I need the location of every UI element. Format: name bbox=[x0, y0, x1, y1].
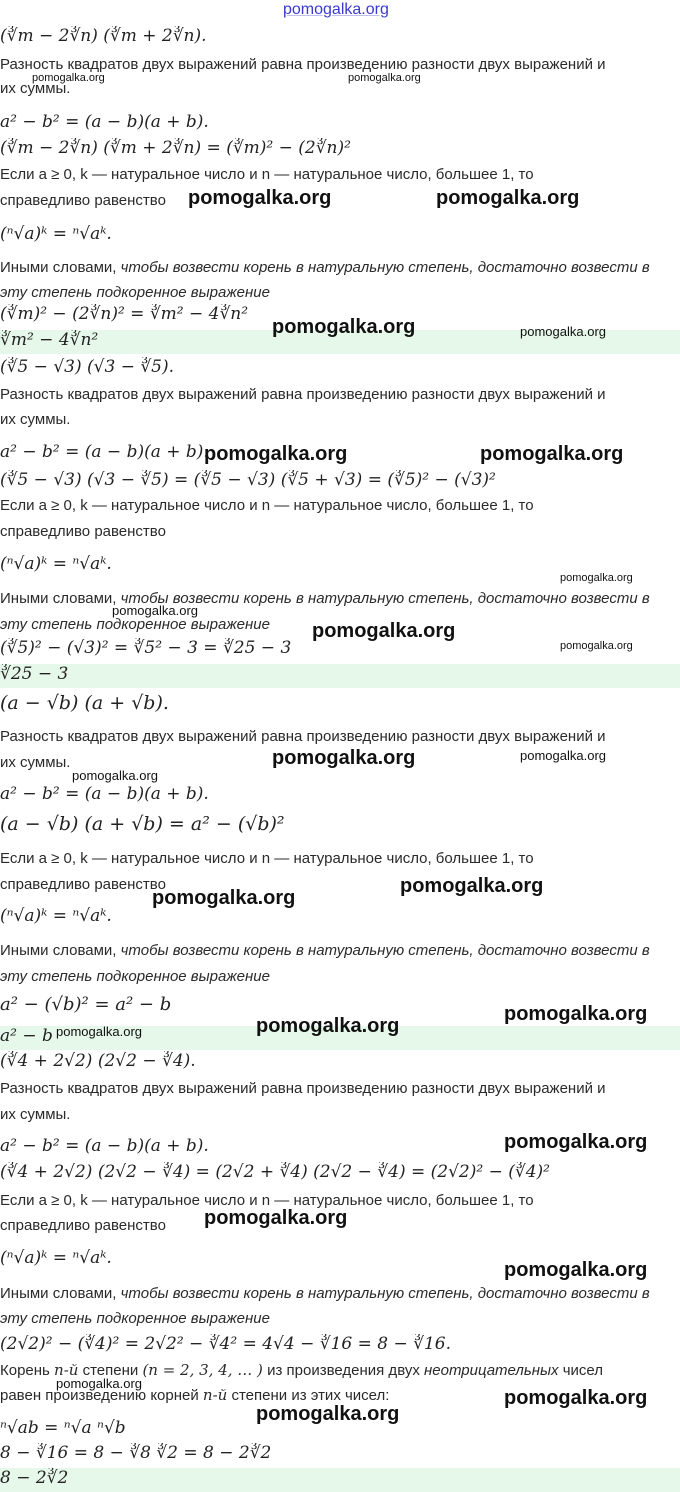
rule-text-4b: их суммы. bbox=[0, 1106, 71, 1123]
calculation-2: (∛5)² − (√3)² = ∛5² − 3 = ∛25 − 3 bbox=[0, 638, 292, 658]
explanation-4b: эту степень подкоренное выражение bbox=[0, 1310, 270, 1327]
expression-2: (∛5 − √3) (√3 − ∛5). bbox=[0, 357, 175, 377]
watermark: pomogalka.org bbox=[56, 1376, 142, 1391]
answer-1: ∛m² − 4∛n² bbox=[0, 330, 680, 354]
explanation-1b: эту степень подкоренное выражение bbox=[0, 284, 270, 301]
product-rule-text-b: равен произведению корней n-й степени из этих чисел: bbox=[0, 1386, 390, 1404]
difference-of-squares-formula-1: a² − b² = (a − b)(a + b). bbox=[0, 112, 209, 132]
watermark: pomogalka.org bbox=[436, 187, 580, 209]
watermark: pomogalka.org bbox=[188, 187, 332, 209]
site-watermark-link[interactable]: pomogalka.org bbox=[283, 1, 389, 18]
calculation-4: (2√2)² − (∛4)² = 2√2² − ∛4² = 4√4 − ∛16 = 8 − ∛16. bbox=[0, 1334, 451, 1354]
watermark: pomogalka.org bbox=[504, 1003, 648, 1025]
difference-of-squares-formula-2: a² − b² = (a − b)(a + b). bbox=[0, 442, 209, 462]
explanation-3b: эту степень подкоренное выражение bbox=[0, 968, 270, 985]
watermark: pomogalka.org bbox=[348, 72, 421, 84]
condition-text-2a: Если a ≥ 0, k — натуральное число и n — натуральное число, большее 1, то bbox=[0, 497, 534, 514]
expression-1: (∛m − 2∛n) (∛m + 2∛n). bbox=[0, 26, 207, 46]
product-rule-text-a: Корень n-й степени (n = 2, 3, 4, … ) из произведения двух неотрицательных чисел bbox=[0, 1361, 603, 1379]
explanation-2a: Иными словами, чтобы возвести корень в натуральную степень, достаточно возвести в bbox=[0, 590, 650, 607]
transformation-step-2: (∛5 − √3) (√3 − ∛5) = (∛5 − √3) (∛5 + √3) = (∛5)² − (√3)² bbox=[0, 470, 496, 490]
rule-text-3a: Разность квадратов двух выражений равна произведению разности двух выражений и bbox=[0, 728, 606, 745]
rule-text-2b: их суммы. bbox=[0, 411, 71, 428]
rule-text-1b: их суммы. bbox=[0, 80, 71, 97]
watermark: pomogalka.org bbox=[72, 768, 158, 783]
product-rule-formula: ⁿ√ab = ⁿ√a ⁿ√b bbox=[0, 1418, 126, 1438]
condition-text-4b: справедливо равенство bbox=[0, 1217, 166, 1234]
watermark: pomogalka.org bbox=[152, 887, 296, 909]
difference-of-squares-formula-3: a² − b² = (a − b)(a + b). bbox=[0, 784, 209, 804]
answer-4: 8 − 2∛2 bbox=[0, 1468, 680, 1492]
power-rule-3: (ⁿ√a)ᵏ = ⁿ√aᵏ. bbox=[0, 906, 112, 926]
watermark: pomogalka.org bbox=[272, 316, 416, 338]
answer-3: a² − b bbox=[0, 1026, 680, 1050]
power-rule-1: (ⁿ√a)ᵏ = ⁿ√aᵏ. bbox=[0, 224, 112, 244]
rule-text-1a: Разность квадратов двух выражений равна произведению разности двух выражений и bbox=[0, 56, 606, 73]
watermark: pomogalka.org bbox=[400, 875, 544, 897]
power-rule-4: (ⁿ√a)ᵏ = ⁿ√aᵏ. bbox=[0, 1248, 112, 1268]
transformation-step-1: (∛m − 2∛n) (∛m + 2∛n) = (∛m)² − (2∛n)² bbox=[0, 138, 351, 158]
rule-text-4a: Разность квадратов двух выражений равна произведению разности двух выражений и bbox=[0, 1080, 606, 1097]
condition-text-3b: справедливо равенство bbox=[0, 876, 166, 893]
watermark: pomogalka.org bbox=[204, 1207, 348, 1229]
watermark: pomogalka.org bbox=[480, 443, 624, 465]
watermark: pomogalka.org bbox=[520, 748, 606, 763]
explanation-2b: эту степень подкоренное выражение bbox=[0, 616, 270, 633]
condition-text-4a: Если a ≥ 0, k — натуральное число и n — натуральное число, большее 1, то bbox=[0, 1192, 534, 1209]
condition-text-2b: справедливо равенство bbox=[0, 523, 166, 540]
watermark: pomogalka.org bbox=[504, 1259, 648, 1281]
difference-of-squares-formula-4: a² − b² = (a − b)(a + b). bbox=[0, 1136, 209, 1156]
condition-text-1b: справедливо равенство bbox=[0, 192, 166, 209]
watermark: pomogalka.org bbox=[112, 603, 198, 618]
explanation-4a: Иными словами, чтобы возвести корень в натуральную степень, достаточно возвести в bbox=[0, 1285, 650, 1302]
rule-text-2a: Разность квадратов двух выражений равна произведению разности двух выражений и bbox=[0, 386, 606, 403]
transformation-step-3: (a − √b) (a + √b) = a² − (√b)² bbox=[0, 813, 285, 835]
watermark: pomogalka.org bbox=[32, 72, 105, 84]
explanation-3a: Иными словами, чтобы возвести корень в натуральную степень, достаточно возвести в bbox=[0, 942, 650, 959]
expression-3: (a − √b) (a + √b). bbox=[0, 692, 169, 714]
transformation-step-4: (∛4 + 2√2) (2√2 − ∛4) = (2√2 + ∛4) (2√2 − ∛4) = (2√2)² − (∛4)² bbox=[0, 1162, 550, 1182]
answer-2: ∛25 − 3 bbox=[0, 664, 680, 688]
watermark: pomogalka.org bbox=[560, 572, 633, 584]
watermark: pomogalka.org bbox=[256, 1015, 400, 1037]
watermark: pomogalka.org bbox=[560, 640, 633, 652]
watermark: pomogalka.org bbox=[520, 324, 606, 339]
calculation-1: (∛m)² − (2∛n)² = ∛m² − 4∛n² bbox=[0, 304, 249, 324]
watermark: pomogalka.org bbox=[256, 1403, 400, 1425]
rule-text-3b: их суммы. bbox=[0, 754, 71, 771]
calculation-3: a² − (√b)² = a² − b bbox=[0, 994, 172, 1015]
watermark: pomogalka.org bbox=[204, 443, 348, 465]
explanation-1a: Иными словами, чтобы возвести корень в натуральную степень, достаточно возвести в bbox=[0, 259, 650, 276]
watermark: pomogalka.org bbox=[272, 747, 416, 769]
condition-text-1a: Если a ≥ 0, k — натуральное число и n — натуральное число, большее 1, то bbox=[0, 166, 534, 183]
expression-4: (∛4 + 2√2) (2√2 − ∛4). bbox=[0, 1051, 196, 1071]
condition-text-3a: Если a ≥ 0, k — натуральное число и n — натуральное число, большее 1, то bbox=[0, 850, 534, 867]
watermark: pomogalka.org bbox=[504, 1131, 648, 1153]
watermark: pomogalka.org bbox=[56, 1024, 142, 1039]
calculation-4b: 8 − ∛16 = 8 − ∛8 ∛2 = 8 − 2∛2 bbox=[0, 1443, 272, 1463]
power-rule-2: (ⁿ√a)ᵏ = ⁿ√aᵏ. bbox=[0, 554, 112, 574]
watermark: pomogalka.org bbox=[504, 1387, 648, 1409]
watermark: pomogalka.org bbox=[312, 620, 456, 642]
